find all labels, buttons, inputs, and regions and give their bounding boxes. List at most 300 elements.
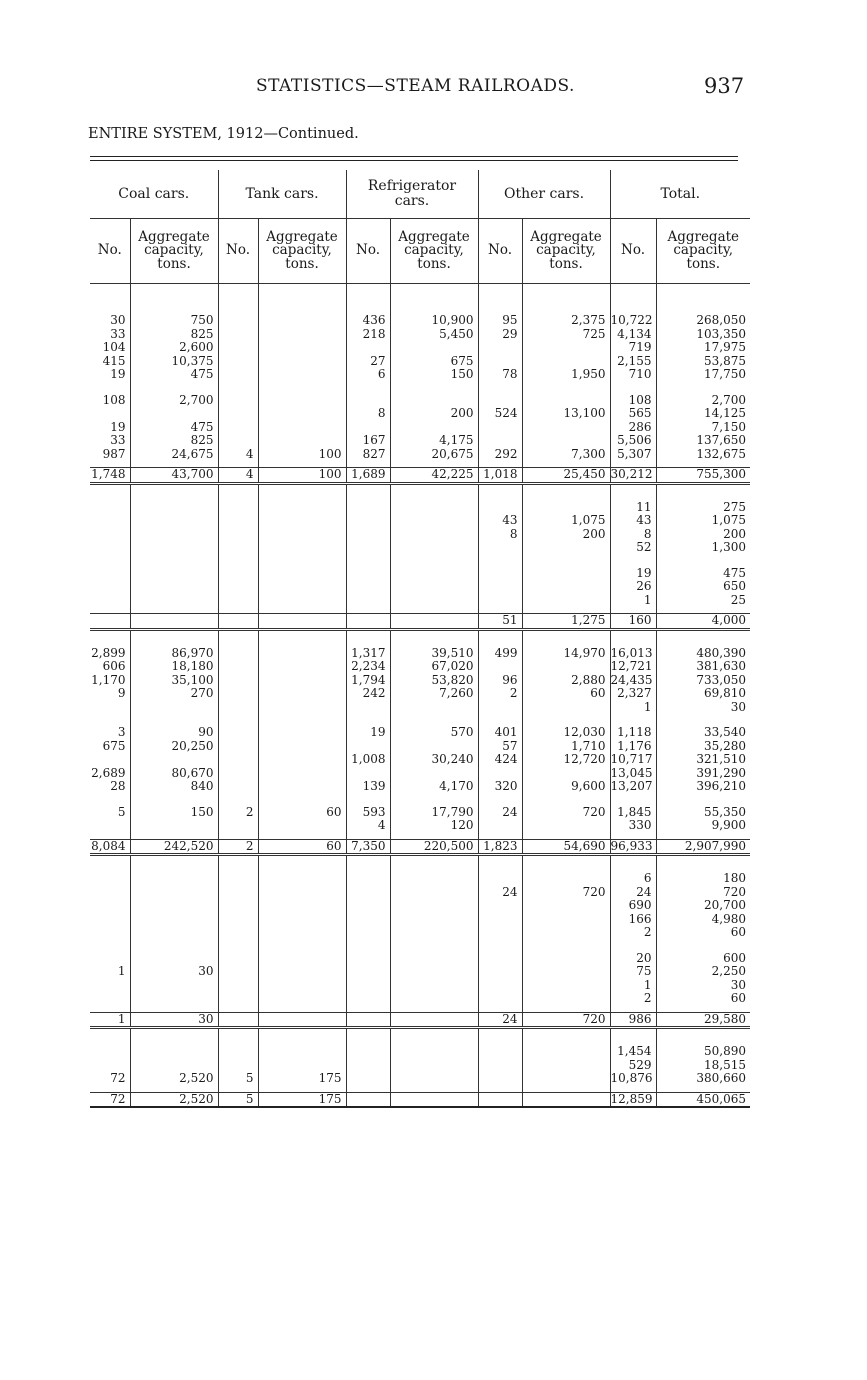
table-cell: 321,510 [656, 753, 750, 767]
table-cell: 5 [117, 805, 126, 819]
table-cell [390, 614, 478, 630]
table-cell: 4,175 [390, 434, 478, 448]
spacer-cell [478, 483, 522, 501]
table-cell: 5 [218, 1072, 258, 1086]
table-cell [346, 952, 390, 966]
table-cell [218, 979, 258, 993]
spacer-cell [218, 629, 258, 647]
table-cell [90, 992, 130, 1006]
table-cell: 2,907,990 [656, 839, 750, 855]
table-cell: 9,600 [522, 780, 610, 794]
table-cell [522, 979, 610, 993]
table-cell [390, 528, 478, 542]
subhead-refrigerator-capacity: Aggregate capacity, tons. [390, 219, 478, 284]
table-cell: 5,506 [610, 434, 656, 448]
table-cell [522, 952, 610, 966]
table-cell: 1 [610, 979, 656, 993]
table-cell: 52 [610, 541, 656, 555]
spacer-cell [610, 855, 656, 873]
table-cell: 242,520 [130, 839, 218, 855]
table-row [90, 514, 750, 528]
table-cell: 2 [218, 806, 258, 820]
table-cell: 24 [478, 806, 522, 820]
spacer-row [90, 629, 750, 647]
running-head-title: STATISTICS—STEAM RAILROADS. [256, 76, 575, 96]
table-cell: 25,450 [522, 468, 610, 484]
table-cell: 55,350 [656, 806, 750, 820]
top-rule-1 [90, 156, 738, 157]
table-cell [90, 541, 130, 555]
table-cell [346, 899, 390, 913]
table-cell [130, 567, 218, 581]
table-cell [478, 872, 522, 886]
table-cell [478, 501, 522, 515]
table-cell [390, 899, 478, 913]
table-cell: 1,845 [610, 806, 656, 820]
table-cell [258, 1059, 346, 1073]
spacer-cell [90, 284, 130, 315]
table-cell: 827 [346, 448, 390, 462]
subhead-other-no: No. [478, 219, 522, 284]
table-row [90, 872, 750, 886]
table-cell [478, 1072, 522, 1086]
table-cell [390, 740, 478, 754]
table-cell [218, 614, 258, 630]
table-cell [258, 314, 346, 328]
table-cell: 1,008 [346, 753, 390, 767]
table-cell [478, 992, 522, 1006]
table-cell [258, 567, 346, 581]
table-cell: 415 [102, 354, 126, 368]
table-cell [130, 580, 218, 594]
table-cell [390, 913, 478, 927]
spacer-cell [90, 940, 130, 952]
table-cell: 175 [258, 1092, 346, 1107]
table-cell: 2,880 [522, 674, 610, 688]
table-cell: 6 [346, 368, 390, 382]
table-row [90, 926, 750, 940]
table-cell: 2 [610, 992, 656, 1006]
table-cell [346, 886, 390, 900]
table-cell [346, 594, 390, 608]
table-cell [258, 341, 346, 355]
table-cell [218, 687, 258, 701]
table-cell [346, 1045, 390, 1059]
table-cell [478, 341, 522, 355]
table-cell: 268,050 [656, 314, 750, 328]
spacer-cell [522, 284, 610, 315]
table-cell [258, 1012, 346, 1028]
table-cell: 13,045 [610, 767, 656, 781]
table-cell [90, 872, 130, 886]
table-row [90, 328, 750, 342]
spacer-cell [390, 629, 478, 647]
table-cell [258, 501, 346, 515]
spacer-cell [130, 714, 218, 726]
table-cell [478, 952, 522, 966]
spacer-row [90, 284, 750, 315]
table-cell [522, 341, 610, 355]
spacer-cell [218, 940, 258, 952]
table-cell [90, 528, 130, 542]
table-cell [390, 965, 478, 979]
spacer-cell [656, 1028, 750, 1046]
table-cell: 2,700 [656, 394, 750, 408]
table-cell [258, 394, 346, 408]
sub-column-header-row [90, 219, 750, 284]
table-cell: 24 [478, 886, 522, 900]
table-cell: 200 [390, 407, 478, 421]
table-cell: 475 [130, 368, 218, 382]
spacer-cell [346, 855, 390, 873]
table-cell [522, 899, 610, 913]
table-cell: 19 [110, 420, 126, 434]
table-cell: 8 [346, 407, 390, 421]
table-cell [218, 368, 258, 382]
table-cell: 1,689 [346, 468, 390, 484]
table-cell: 2,700 [130, 394, 218, 408]
table-cell [390, 872, 478, 886]
table-row [90, 740, 750, 754]
total-row [90, 468, 750, 484]
table-cell [522, 819, 610, 833]
table-cell [346, 514, 390, 528]
table-row [90, 501, 750, 515]
spacer-cell [218, 284, 258, 315]
table-cell: 200 [522, 528, 610, 542]
table-cell [258, 701, 346, 715]
spacer-cell [478, 794, 522, 806]
table-cell [130, 514, 218, 528]
table-cell [346, 1012, 390, 1028]
table-cell: 10,722 [610, 314, 656, 328]
spacer-cell [478, 940, 522, 952]
table-cell [390, 952, 478, 966]
table-cell [218, 780, 258, 794]
group-header-coal: Coal cars. [90, 170, 218, 219]
table-cell: 20,700 [656, 899, 750, 913]
table-cell: 1,075 [522, 514, 610, 528]
table-cell [258, 913, 346, 927]
table-cell: 24,435 [610, 674, 656, 688]
table-cell: 30 [130, 1012, 218, 1028]
table-cell: 60 [656, 992, 750, 1006]
table-cell [258, 780, 346, 794]
table-cell [218, 407, 258, 421]
spacer-cell [522, 940, 610, 952]
table-cell [346, 992, 390, 1006]
table-cell: 720 [522, 886, 610, 900]
spacer-cell [610, 714, 656, 726]
table-cell: 600 [656, 952, 750, 966]
table-cell: 43 [478, 514, 522, 528]
table-cell [130, 872, 218, 886]
table-cell: 2,375 [522, 314, 610, 328]
table-cell: 19 [346, 726, 390, 740]
table-row [90, 528, 750, 542]
table-cell: 733,050 [656, 674, 750, 688]
table-cell: 755,300 [656, 468, 750, 484]
table-cell [522, 501, 610, 515]
table-cell [258, 872, 346, 886]
table-row [90, 1072, 750, 1086]
table-cell: 1 [610, 701, 656, 715]
table-cell: 480,390 [656, 647, 750, 661]
table-cell [258, 541, 346, 555]
table-cell [390, 1072, 478, 1086]
table-cell [218, 740, 258, 754]
table-cell [478, 594, 522, 608]
page-number: 937 [704, 74, 745, 98]
table-cell [218, 1012, 258, 1028]
table-cell [522, 872, 610, 886]
table-cell [390, 767, 478, 781]
table-cell: 14,125 [656, 407, 750, 421]
table-cell: 242 [346, 687, 390, 701]
table-cell: 720 [522, 806, 610, 820]
table-cell [346, 341, 390, 355]
table-cell [258, 614, 346, 630]
table-cell: 33 [110, 434, 126, 447]
table-row [90, 421, 750, 435]
table-cell: 57 [478, 740, 522, 754]
spacer-cell [130, 940, 218, 952]
table-cell: 51 [478, 614, 522, 630]
spacer-cell [258, 1028, 346, 1046]
table-cell [130, 979, 218, 993]
table-cell: 1,454 [610, 1045, 656, 1059]
table-cell: 7,350 [346, 839, 390, 855]
table-cell [390, 979, 478, 993]
table-cell: 39,510 [390, 647, 478, 661]
table-cell [346, 965, 390, 979]
table-cell: 33,540 [656, 726, 750, 740]
spacer-cell [656, 483, 750, 501]
table-cell: 529 [610, 1059, 656, 1073]
table-cell: 24 [478, 1012, 522, 1028]
table-cell: 5,450 [390, 328, 478, 342]
table-cell: 30 [130, 965, 218, 979]
spacer-cell [656, 555, 750, 567]
table-cell [258, 514, 346, 528]
table-cell: 26 [610, 580, 656, 594]
spacer-cell [610, 940, 656, 952]
table-cell: 10,876 [610, 1072, 656, 1086]
table-cell: 8 [610, 528, 656, 542]
table-cell: 6 [610, 872, 656, 886]
table-cell [258, 687, 346, 701]
spacer-cell [478, 284, 522, 315]
table-cell [218, 926, 258, 940]
table-cell: 2,327 [610, 687, 656, 701]
spacer-cell [610, 1028, 656, 1046]
table-cell [90, 886, 130, 900]
table-cell: 19 [110, 368, 126, 381]
table-cell: 20 [610, 952, 656, 966]
table-cell: 825 [130, 434, 218, 448]
table-cell: 24 [610, 886, 656, 900]
table-cell [522, 541, 610, 555]
table-cell [258, 674, 346, 688]
table-cell [90, 819, 130, 833]
table-cell: 14,970 [522, 647, 610, 661]
table-cell [218, 819, 258, 833]
table-cell: 1,075 [656, 514, 750, 528]
table-cell: 424 [478, 753, 522, 767]
subhead-total-capacity: Aggregate capacity, tons. [656, 219, 750, 284]
spacer-cell [130, 555, 218, 567]
total-row [90, 614, 750, 630]
spacer-cell [258, 714, 346, 726]
spacer-cell [258, 483, 346, 501]
table-cell [522, 767, 610, 781]
table-row [90, 806, 750, 820]
spacer-cell [346, 714, 390, 726]
table-cell: 4,170 [390, 780, 478, 794]
table-cell [522, 1092, 610, 1107]
table-cell: 292 [478, 448, 522, 462]
table-cell: 90 [130, 726, 218, 740]
table-cell: 2,520 [130, 1092, 218, 1107]
table-cell: 1,794 [346, 674, 390, 688]
table-cell: 2 [218, 839, 258, 855]
spacer-cell [478, 1028, 522, 1046]
spacer-cell [130, 629, 218, 647]
table-row [90, 341, 750, 355]
table-cell: 12,720 [522, 753, 610, 767]
table-row [90, 886, 750, 900]
table-cell: 2,250 [656, 965, 750, 979]
spacer-cell [130, 794, 218, 806]
table-row [90, 899, 750, 913]
table-cell [390, 567, 478, 581]
table-cell: 108 [610, 394, 656, 408]
table-cell: 8,084 [90, 839, 130, 855]
table-cell [478, 660, 522, 674]
table-row [90, 913, 750, 927]
table-cell: 675 [102, 739, 126, 753]
table-cell [218, 872, 258, 886]
table-cell: 18,515 [656, 1059, 750, 1073]
table-row [90, 753, 750, 767]
table-cell: 53,875 [656, 355, 750, 369]
spacer-cell [90, 714, 130, 726]
table-cell [346, 740, 390, 754]
table-cell: 593 [346, 806, 390, 820]
spacer-cell [218, 794, 258, 806]
table-cell: 720 [656, 886, 750, 900]
table-cell: 200 [656, 528, 750, 542]
subhead-coal-capacity: Aggregate capacity, tons. [130, 219, 218, 284]
spacer-cell [258, 629, 346, 647]
table-cell [258, 647, 346, 661]
table-cell: 42,225 [390, 468, 478, 484]
table-row [90, 687, 750, 701]
table-cell [346, 541, 390, 555]
subhead-refrigerator-no: No. [346, 219, 390, 284]
table-row [90, 567, 750, 581]
table-cell: 104 [102, 341, 126, 354]
table-cell [90, 1045, 130, 1059]
table-cell [390, 701, 478, 715]
table-cell [522, 701, 610, 715]
table-row [90, 407, 750, 421]
spacer-row [90, 714, 750, 726]
spacer-cell [218, 855, 258, 873]
table-cell: 987 [102, 447, 126, 461]
spacer-cell [390, 855, 478, 873]
table-cell [130, 541, 218, 555]
table-cell [258, 580, 346, 594]
spacer-cell [258, 794, 346, 806]
table-cell: 30,212 [610, 468, 656, 484]
table-cell: 20,675 [390, 448, 478, 462]
spacer-cell [90, 855, 130, 873]
table-cell: 275 [656, 501, 750, 515]
table-cell [522, 965, 610, 979]
table-cell: 60 [258, 806, 346, 820]
table-cell [346, 528, 390, 542]
spacer-cell [390, 483, 478, 501]
spacer-cell [390, 382, 478, 394]
table-row [90, 701, 750, 715]
table-cell [478, 926, 522, 940]
table-cell: 450,065 [656, 1092, 750, 1107]
spacer-cell [346, 940, 390, 952]
table-cell: 396,210 [656, 780, 750, 794]
table-cell [390, 580, 478, 594]
table-row [90, 979, 750, 993]
table-cell [390, 514, 478, 528]
table-cell [90, 1059, 130, 1073]
table-cell: 25 [656, 594, 750, 608]
table-cell [90, 899, 130, 913]
table-cell [478, 1092, 522, 1107]
table-cell: 60 [258, 839, 346, 855]
table-cell [258, 979, 346, 993]
table-cell: 67,020 [390, 660, 478, 674]
table-cell: 30 [110, 314, 126, 327]
spacer-cell [346, 794, 390, 806]
table-cell [522, 1059, 610, 1073]
table-cell [218, 992, 258, 1006]
table-cell: 270 [130, 687, 218, 701]
spacer-cell [522, 555, 610, 567]
table-cell: 50,890 [656, 1045, 750, 1059]
table-row [90, 580, 750, 594]
table-cell [346, 567, 390, 581]
table-cell [130, 1045, 218, 1059]
spacer-cell [656, 629, 750, 647]
table-cell [90, 926, 130, 940]
total-row [90, 1012, 750, 1028]
spacer-cell [656, 714, 750, 726]
table-cell: 330 [610, 819, 656, 833]
table-cell: 54,690 [522, 839, 610, 855]
table-row [90, 992, 750, 1006]
table-cell: 10,375 [130, 355, 218, 369]
table-row [90, 1059, 750, 1073]
spacer-cell [218, 483, 258, 501]
table-cell: 167 [346, 434, 390, 448]
table-cell: 80,670 [130, 767, 218, 781]
table-cell: 218 [346, 328, 390, 342]
table-cell [346, 1059, 390, 1073]
table-cell [346, 580, 390, 594]
table-cell [218, 541, 258, 555]
table-cell [218, 674, 258, 688]
spacer-cell [90, 1028, 130, 1046]
